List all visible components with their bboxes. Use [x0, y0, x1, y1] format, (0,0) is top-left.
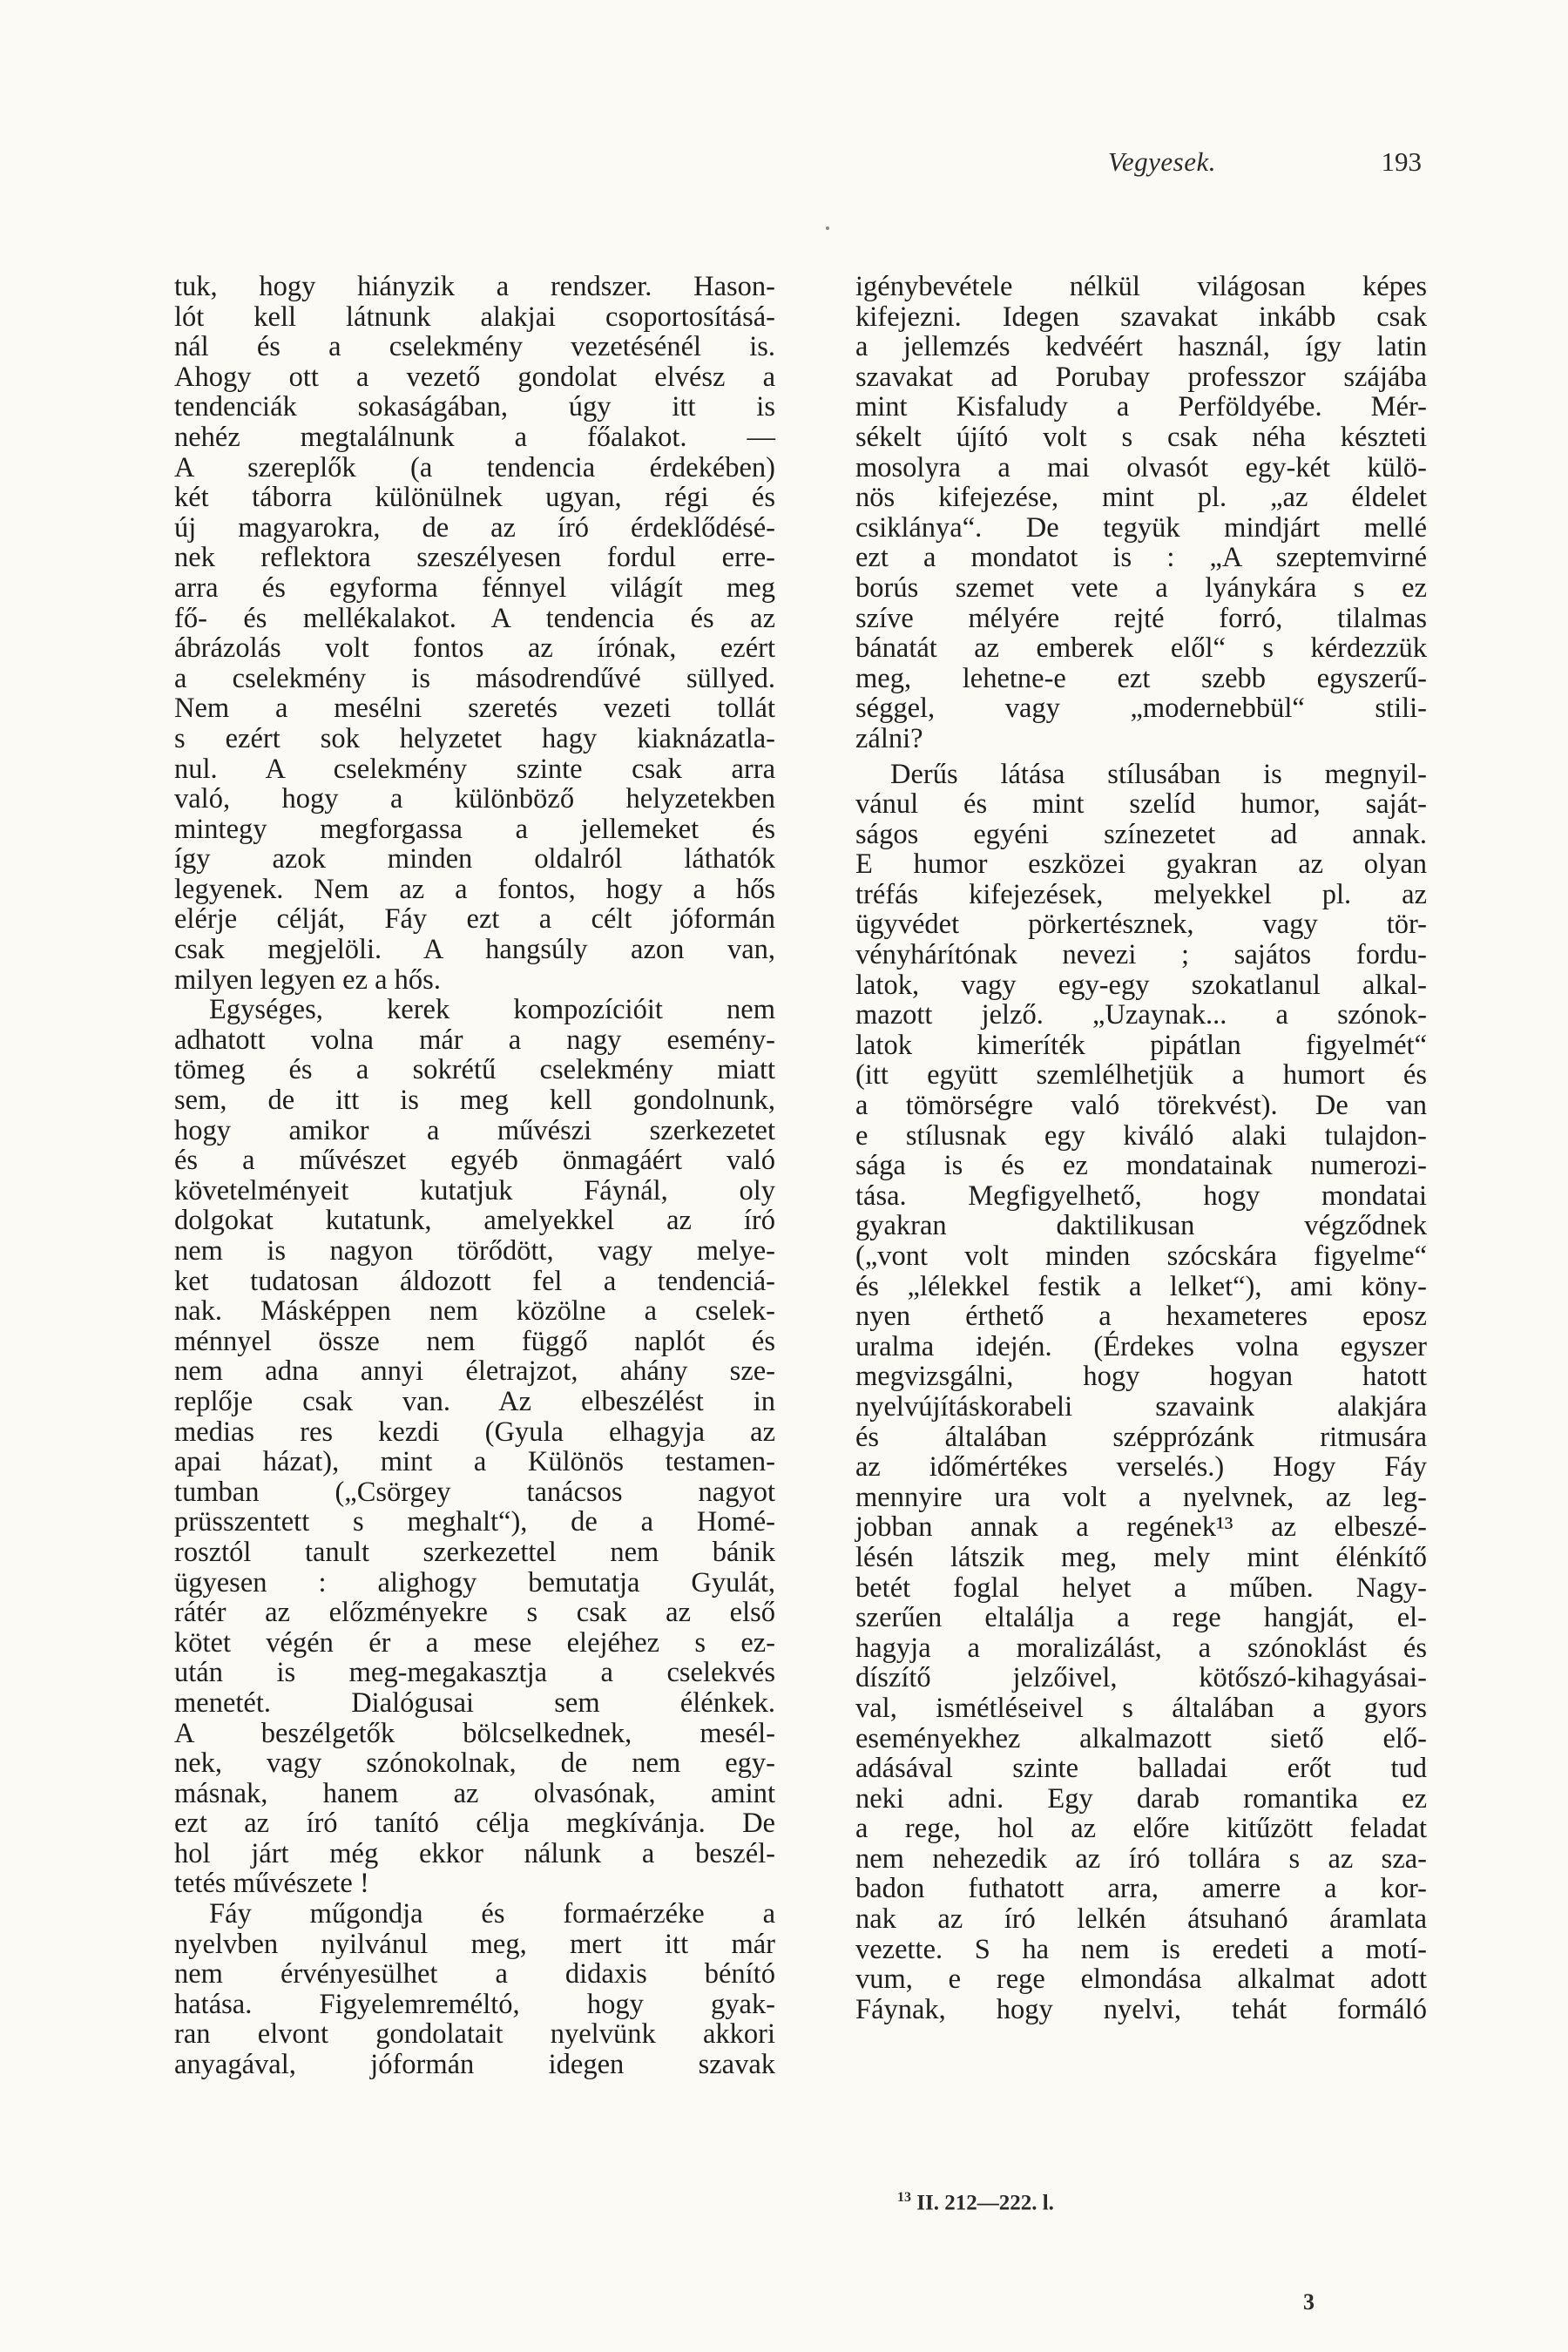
text-line: nem adna annyi életrajzot, ahány sze-	[174, 1355, 775, 1388]
text-line: csak megjelöli. A hangsúly azon van,	[174, 934, 775, 966]
text-line: adásával szinte balladai erőt tud	[855, 1753, 1427, 1785]
text-line: jobban annak a regének¹³ az elbeszé-	[855, 1511, 1427, 1544]
text-line: mennyire ura volt a nyelvnek, az leg-	[855, 1481, 1427, 1513]
text-line: elérje célját, Fáy ezt a célt jóformán	[174, 903, 775, 936]
text-line: uralma idején. (Érdekes volna egyszer	[855, 1330, 1427, 1362]
text-line: hogy amikor a művészi szerkezetet	[174, 1114, 775, 1146]
text-line: és a művészet egyéb önmagáért való	[174, 1145, 775, 1177]
text-line: sága is és ez mondatainak numerozi-	[855, 1150, 1427, 1182]
text-line: új magyarokra, de az író érdeklődésé-	[174, 511, 775, 544]
text-line: nem is nagyon törődött, vagy melye-	[174, 1235, 775, 1267]
text-line: betét foglal helyet a műben. Nagy-	[855, 1571, 1427, 1604]
text-line: anyagával, jóformán idegen szavak	[174, 2049, 775, 2081]
text-line: ügyesen : alighogy bemutatja Gyulát,	[174, 1566, 775, 1598]
text-line: vum, e rege elmondása alkalmat adott	[855, 1963, 1427, 1996]
text-line: két táborra különülnek ugyan, régi és	[174, 482, 775, 514]
text-line: e stílusnak egy kiváló alaki tulajdon-	[855, 1119, 1427, 1152]
text-line: lót kell látnunk alakjai csoportosításá-	[174, 301, 775, 333]
text-line: követelményeit kutatjuk Fáynál, oly	[174, 1174, 775, 1206]
text-line: val, ismétléseivel s általában a gyors	[855, 1692, 1427, 1724]
text-line: díszítő jelzőivel, kötőszó-kihagyásai-	[855, 1662, 1427, 1694]
text-line: nul. A cselekmény szinte csak arra	[174, 753, 775, 785]
text-line: nak az író lelkén átsuhanó áramlata	[855, 1903, 1427, 1936]
text-line: gyakran daktilikusan végződnek	[855, 1210, 1427, 1242]
text-column-right	[855, 272, 1427, 2024]
text-line: szavakat ad Porubay professzor szájába	[855, 361, 1427, 393]
text-line: mintegy megforgassa a jellemeket és	[174, 813, 775, 845]
text-line: és „lélekkel festik a lelket“), ami köny-	[855, 1270, 1427, 1302]
text-line: így azok minden oldalról láthatók	[174, 843, 775, 875]
text-line: hol járt még ekkor nálunk a beszél-	[174, 1837, 775, 1869]
signature-mark: 3	[1303, 2289, 1315, 2315]
footnote	[897, 2190, 1054, 2215]
text-line: adhatott volna már a nagy esemény-	[174, 1024, 775, 1056]
text-line: A szereplők (a tendencia érdekében)	[174, 451, 775, 483]
text-line: eseményekhez alkalmazott siető elő-	[855, 1722, 1427, 1754]
text-line: nem érvényesülhet a didaxis bénító	[174, 1958, 775, 1990]
text-line: vényhárítónak nevezi ; sajátos fordu-	[855, 939, 1427, 971]
text-line: ket tudatosan áldozott fel a tendenciá-	[174, 1265, 775, 1297]
text-line: ménnyel össze nem függő naplót és	[174, 1325, 775, 1357]
running-header	[174, 146, 1422, 190]
text-line: nös kifejezése, mint pl. „az éldelet	[855, 482, 1427, 514]
text-line: borús szemet vete a lyánykára s ez	[855, 571, 1427, 604]
text-line: Derűs látása stílusában is megnyil-	[890, 758, 1427, 790]
text-line: másnak, hanem az olvasónak, amint	[174, 1777, 775, 1809]
text-line: a jellemzés kedvéért használ, így latin	[855, 331, 1427, 363]
text-line: milyen legyen ez a hős.	[174, 963, 441, 996]
text-line: ran elvont gondolatait nyelvünk akkori	[174, 2018, 775, 2051]
text-line: nehéz megtalálnunk a főalakot. —	[174, 421, 775, 453]
text-line: megvizsgálni, hogy hogyan hatott	[855, 1361, 1427, 1393]
text-line: dolgokat kutatunk, amelyekkel az író	[174, 1205, 775, 1237]
text-line: nyelvújításkorabeli szavaink alakjára	[855, 1390, 1427, 1423]
text-line: bánatát az emberek elől“ s kérdezzük	[855, 632, 1427, 665]
text-line: az időmértékes verselés.) Hogy Fáy	[855, 1451, 1427, 1484]
text-line: badon futhatott arra, amerre a kor-	[855, 1873, 1427, 1905]
footnote-marker: 13	[897, 2190, 911, 2205]
text-line: Egységes, kerek kompozícióit nem	[209, 994, 775, 1026]
text-line: a cselekmény is másodrendűvé süllyed.	[174, 662, 775, 694]
text-line: sékelt újító volt s csak néha készteti	[855, 421, 1427, 453]
text-line: latok kimeríték pipátlan figyelmét“	[855, 1029, 1427, 1061]
text-line: után is meg-megakasztja a cselekvés	[174, 1657, 775, 1689]
text-column-left	[174, 272, 775, 2080]
text-line: tumban („Csörgey tanácsos nagyot	[174, 1476, 775, 1508]
text-line: ábrázolás volt fontos az írónak, ezért	[174, 632, 775, 665]
text-line: mosolyra a mai olvasót egy-két külö-	[855, 451, 1427, 483]
text-line: tömeg és a sokrétű cselekmény miatt	[174, 1054, 775, 1086]
text-line: Nem a mesélni szeretés vezeti tollát	[174, 693, 775, 725]
text-line: vánul és mint szelíd humor, saját-	[855, 788, 1427, 821]
text-line: rátér az előzményekre s csak az első	[174, 1597, 775, 1629]
text-line: ságos egyéni színezetet ad annak.	[855, 818, 1427, 850]
text-line: ügyvédet pörkertésznek, vagy tör-	[855, 909, 1427, 941]
text-line: neki adni. Egy darab romantika ez	[855, 1782, 1427, 1815]
text-line: medias res kezdi (Gyula elhagyja az	[174, 1416, 775, 1448]
text-line: csiklánya“. De tegyük mindjárt mellé	[855, 511, 1427, 544]
text-line: ezt az író tanító célja megkívánja. De	[174, 1808, 775, 1840]
text-line: vezette. S ha nem is eredeti a motí-	[855, 1933, 1427, 1965]
text-line: mazott jelző. „Uzaynak... a szónok-	[855, 999, 1427, 1031]
text-line: s ezért sok helyzetet hagy kiaknázatla-	[174, 722, 775, 754]
text-line: hagyja a moralizálást, a szónoklást és	[855, 1632, 1427, 1664]
text-line: arra és egyforma fénnyel világít meg	[174, 571, 775, 604]
text-line: a rege, hol az előre kitűzött feladat	[855, 1813, 1427, 1845]
text-line: tréfás kifejezések, melyekkel pl. az	[855, 878, 1427, 910]
text-line: A beszélgetők bölcselkednek, mesél-	[174, 1717, 775, 1749]
text-line: szíve mélyére rejté forró, tilalmas	[855, 602, 1427, 634]
text-line: apai házat), mint a Különös testamen-	[174, 1446, 775, 1478]
footnote-text: II. 212—222. l.	[916, 2191, 1054, 2215]
text-line: („vont volt minden szócskára figyelme“	[855, 1240, 1427, 1272]
text-line: nek reflektora szeszélyesen fordul erre-	[174, 542, 775, 574]
text-line: mint Kisfaludy a Perföldyébe. Mér-	[855, 391, 1427, 423]
text-line: sem, de itt is meg kell gondolnunk,	[174, 1085, 775, 1117]
text-line: latok, vagy egy-egy szokatlanul alkal-	[855, 969, 1427, 1001]
text-line: zálni?	[855, 722, 923, 754]
text-line: való, hogy a különböző helyzetekben	[174, 783, 775, 815]
running-title: Vegyesek.	[1107, 146, 1216, 177]
text-line: hatása. Figyelemreméltó, hogy gyak-	[174, 1988, 775, 2020]
text-line: Ahogy ott a vezető gondolat elvész a	[174, 361, 775, 393]
text-line: kifejezni. Idegen szavakat inkább csak	[855, 301, 1427, 333]
text-line: lésén látszik meg, mely mint élénkítő	[855, 1541, 1427, 1573]
text-line: igénybevétele nélkül világosan képes	[855, 271, 1427, 302]
text-line: tetés művészete !	[174, 1868, 369, 1900]
text-line: Fáy műgondja és formaérzéke a	[209, 1898, 775, 1930]
text-line: tendenciák sokaságában, úgy itt is	[174, 391, 775, 423]
text-line: fő- és mellékalakot. A tendencia és az	[174, 602, 775, 634]
text-line: (itt együtt szemlélhetjük a humort és	[855, 1059, 1427, 1092]
text-line: nak. Másképpen nem közölne a cselek-	[174, 1295, 775, 1328]
text-line: meg, lehetne-e ezt szebb egyszerű-	[855, 662, 1427, 694]
text-line: szerűen eltalálja a rege hangját, el-	[855, 1602, 1427, 1634]
text-line: nyen érthető a hexameteres eposz	[855, 1301, 1427, 1333]
text-line: nem nehezedik az író tollára s az sza-	[855, 1842, 1427, 1875]
text-line: prüsszentett s meghalt“), de a Homé-	[174, 1506, 775, 1538]
text-line: és általában szépprózánk ritmusára	[855, 1421, 1427, 1453]
text-line: legyenek. Nem az a fontos, hogy a hős	[174, 873, 775, 905]
page-number: 193	[1381, 146, 1422, 177]
text-line: a tömörségre való törekvést). De van	[855, 1090, 1427, 1122]
text-line: séggel, vagy „modernebbül“ stili-	[855, 693, 1427, 725]
text-line: nek, vagy szónokolnak, de nem egy-	[174, 1747, 775, 1780]
text-line: menetét. Dialógusai sem élénkek.	[174, 1686, 775, 1719]
text-line: nyelvben nyilvánul meg, mert itt már	[174, 1928, 775, 1960]
print-speck	[826, 226, 829, 230]
text-line: tása. Megfigyelhető, hogy mondatai	[855, 1179, 1427, 1212]
text-line: nál és a cselekmény vezetésénél is.	[174, 331, 775, 363]
text-line: ezt a mondatot is : „A szeptemvirné	[855, 542, 1427, 574]
text-line: kötet végén ér a mese elejéhez s ez-	[174, 1626, 775, 1659]
text-line: tuk, hogy hiányzik a rendszer. Hason-	[174, 271, 775, 302]
text-line: replője csak van. Az elbeszélést in	[174, 1385, 775, 1417]
text-line: Fáynak, hogy nyelvi, tehát formáló	[855, 1993, 1427, 2025]
text-line: rosztól tanult szerkezettel nem bánik	[174, 1536, 775, 1568]
text-line: E humor eszközei gyakran az olyan	[855, 848, 1427, 881]
